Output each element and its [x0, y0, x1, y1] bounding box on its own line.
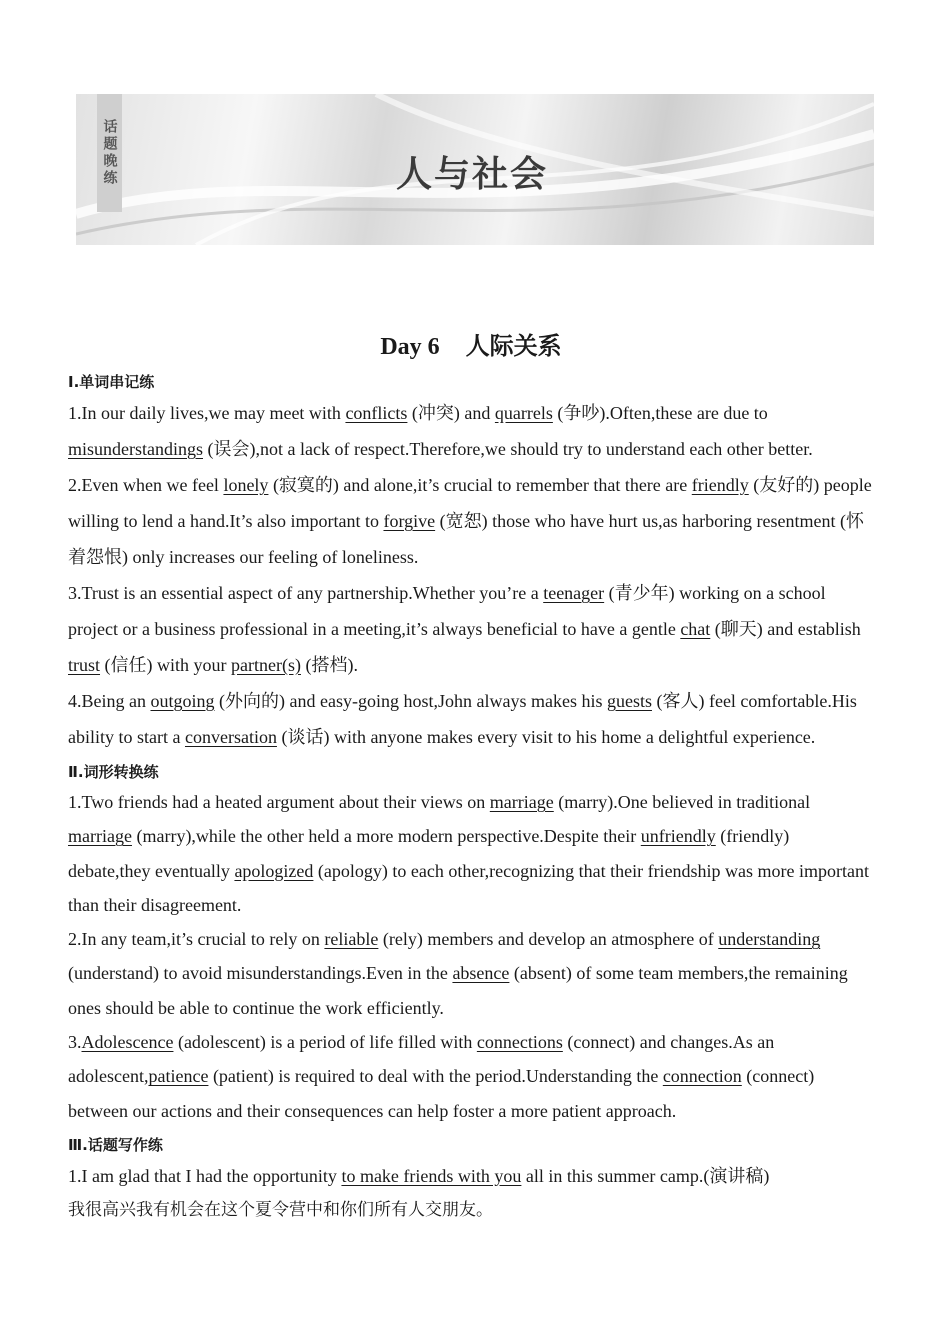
sentence-text: 4.Being an — [68, 691, 151, 711]
section-1-item — [68, 395, 874, 467]
section-3-item-english — [68, 1158, 874, 1194]
sentence-text: 2.Even when we feel — [68, 475, 224, 495]
sentence-text: (marry),while the other held a more modern perspective.Despite their — [131, 826, 641, 847]
answer-blank: teenager — [543, 583, 605, 603]
answer-blank: trust — [68, 655, 101, 675]
sentence-text: all in this summer camp.(演讲稿) — [521, 1165, 770, 1186]
sentence-text: 3.Trust is an essential aspect of any partnership.Whether you’re a — [68, 583, 544, 603]
sentence-text: (connect) between our actions and their consequences can help foster a more patient approach. — [68, 1066, 815, 1121]
sentence-text: 3. — [68, 1032, 82, 1053]
sentence-text: (争吵).Often,these are due to — [552, 403, 768, 423]
sentence-text: (搭档). — [300, 655, 358, 675]
day-topic: 人际关系 — [465, 334, 562, 360]
section-2-item — [68, 1025, 874, 1128]
section-3-item-chinese: 我很高兴我有机会在这个夏令营中和你们所有人交朋友。 — [68, 1199, 493, 1220]
banner-tag: 话题晚练 — [97, 94, 122, 212]
sentence-text: (信任) with your — [100, 655, 231, 675]
section-2-item — [68, 922, 874, 1025]
answer-blank: guests — [606, 691, 652, 711]
section-1-item — [68, 467, 874, 575]
answer-blank: marriage — [68, 826, 132, 847]
sentence-text: (connect) and changes.As an adolescent, — [68, 1032, 775, 1087]
answer-blank: conflicts — [345, 403, 408, 423]
section-1-heading: Ⅰ.单词串记练 — [68, 373, 155, 391]
sentence-text: (rely) members and develop an atmosphere of — [378, 929, 719, 950]
section-3-heading: Ⅲ.话题写作练 — [68, 1135, 163, 1154]
sentence-text: (absent) of some team members,the remaining ones should be able to continue the work efficiently. — [68, 963, 848, 1018]
answer-blank: apologized — [234, 860, 314, 881]
worksheet-content — [68, 326, 874, 1227]
sentence-text: (宽恕) those who have hurt us,as harboring resentment (怀着怨恨) only increases our feeling of loneliness. — [68, 511, 865, 567]
day-label: Day 6 — [380, 334, 440, 360]
sentence-text: 1.In our daily lives,we may meet with — [68, 403, 346, 423]
sentence-text: (friendly) debate,they eventually — [68, 826, 790, 881]
answer-blank: friendly — [691, 475, 749, 495]
answer-blank: Adolescence — [81, 1032, 174, 1053]
answer-blank: marriage — [489, 792, 554, 812]
answer-blank: partner(s) — [231, 655, 301, 675]
answer-blank: unfriendly — [640, 826, 716, 847]
sentence-text: (apology) to each other,recognizing that their friendship was more important than their disagreement. — [68, 860, 870, 915]
sentence-text: (谈话) with anyone makes every visit to his home a delightful experience. — [276, 727, 816, 747]
answer-blank: absence — [452, 963, 510, 984]
section-1-item — [68, 683, 874, 755]
answer-blank: understanding — [718, 929, 821, 950]
topic-banner — [76, 94, 874, 245]
sentence-text: (误会),not a lack of respect.Therefore,we should try to understand each other better. — [203, 439, 813, 459]
section-1-item — [68, 575, 874, 683]
sentence-text: (外向的) and easy-going host,John always makes his — [214, 691, 607, 711]
section-2-heading: Ⅱ.词形转换练 — [68, 763, 159, 781]
sentence-text: (marry).One believed in traditional — [553, 792, 811, 812]
answer-blank: quarrels — [494, 403, 553, 423]
section-2-item — [68, 785, 874, 922]
banner-title: 人与社会 — [396, 154, 549, 195]
answer-blank: forgive — [383, 511, 436, 531]
answer-blank: patience — [148, 1066, 209, 1087]
answer-blank: conversation — [184, 727, 277, 747]
sentence-text: (adolescent) is a period of life filled with — [173, 1032, 477, 1053]
answer-blank: outgoing — [150, 691, 215, 711]
answer-blank: misunderstandings — [68, 439, 203, 459]
answer-blank: reliable — [324, 929, 379, 950]
sentence-text: (冲突) and — [407, 403, 495, 423]
answer-blank: connections — [476, 1032, 563, 1053]
sentence-text: (青少年) working on a school project or a business professional in a meeting,it’s always beneficial to have a gentle — [68, 583, 826, 639]
answer-blank: connection — [662, 1066, 742, 1087]
answer-blank: to make friends with you — [341, 1165, 522, 1186]
answer-blank: chat — [680, 619, 711, 639]
sentence-text: (understand) to avoid misunderstandings.Even in the — [68, 963, 453, 984]
day-title — [68, 326, 874, 361]
sentence-text: 2.In any team,it’s crucial to rely on — [68, 929, 325, 950]
answer-blank: lonely — [223, 475, 269, 495]
sentence-text: (客人) feel comfortable.His ability to start a — [68, 691, 857, 747]
sentence-text: (patient) is required to deal with the period.Understanding the — [208, 1066, 663, 1087]
sentence-text: (友好的) people willing to lend a hand.It’s also important to — [68, 475, 872, 531]
sentence-text: 1.I am glad that I had the opportunity — [68, 1165, 342, 1186]
sentence-text: (聊天) and establish — [710, 619, 861, 639]
sentence-text: (寂寞的) and alone,it’s crucial to remember that there are — [268, 475, 692, 495]
sentence-text: 1.Two friends had a heated argument about their views on — [68, 792, 490, 812]
